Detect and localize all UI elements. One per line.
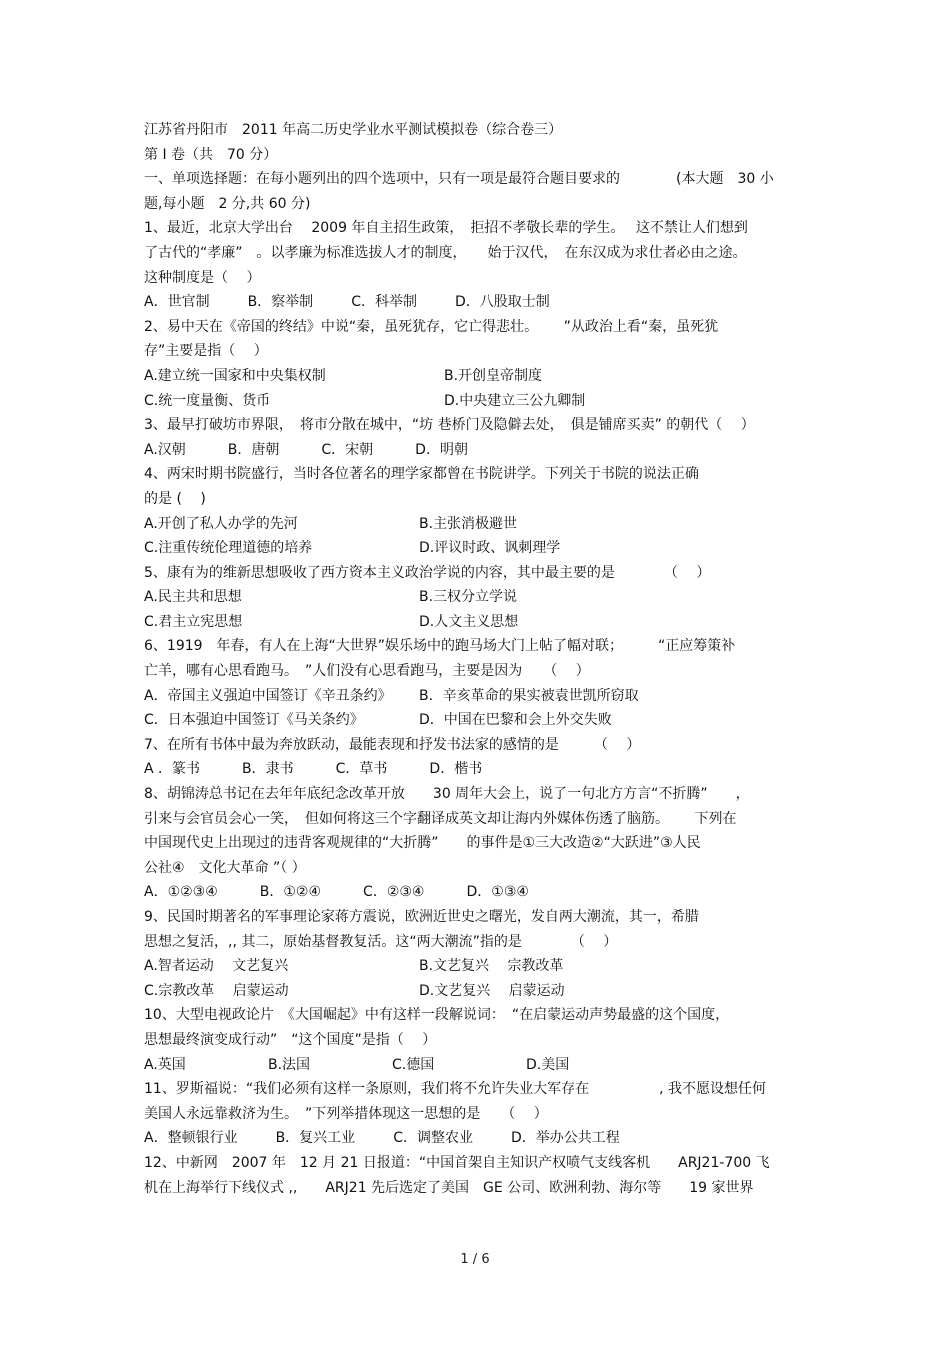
question-6 (144, 634, 824, 732)
option-d: D.中央建立三公九卿制 (444, 392, 586, 409)
option-d: D.评议时政、讽刺理学 (419, 540, 561, 557)
question-text: 思想之复活，,, 其二，原始基督教复活。这“两大潮流”指的是 （ ） (144, 933, 618, 950)
option-d: D．八股取士制 (454, 294, 550, 311)
option-d: D．中国在巴黎和会上外交失败 (419, 712, 612, 729)
question-text: 6、1919 年春，有人在上海“大世界”娱乐场中的跑马场大门上帖了幅对联； “正应筹策补 (144, 638, 736, 655)
page-number: 1 / 6 (460, 1252, 490, 1267)
question-text: 机在上海举行下线仪式 ,, ARJ21 先后选定了美国 GE 公司、欧洲利勃、海尔等 19 家世界 (144, 1179, 754, 1196)
option-b: B．唐朝 (227, 441, 280, 458)
option-c: C．宋朝 (321, 441, 374, 458)
question-text: 中国现代史上出现过的违背客观规律的“大折腾” 的事件是①三大改造②“大跃进”③人民 (144, 835, 701, 852)
option-row (144, 1053, 824, 1078)
option-d: D．明朝 (415, 441, 468, 458)
exam-content (144, 118, 824, 1200)
option-row (144, 757, 824, 782)
option-row (144, 536, 824, 561)
instruction-line: 题,每小题 2 分,共 60 分) (144, 195, 311, 212)
option-b: B．辛亥革命的果实被袁世凯所窃取 (419, 687, 639, 704)
option-row (144, 290, 824, 315)
question-1 (144, 216, 824, 314)
section-heading: 第 I 卷（共 70 分） (144, 146, 278, 163)
option-row (144, 1126, 824, 1151)
option-b: B．①②④ (259, 884, 322, 901)
question-8 (144, 782, 824, 905)
question-11 (144, 1077, 824, 1151)
option-b: B．复兴工业 (275, 1130, 356, 1147)
option-row (144, 684, 824, 709)
option-row (144, 880, 824, 905)
question-text: 的是 ( ) (144, 490, 206, 507)
option-d: D.文艺复兴 启蒙运动 (419, 982, 565, 999)
option-b: B．隶书 (242, 761, 294, 778)
question-text: 亡羊，哪有心思看跑马。 ”人们没有心思看跑马，主要是因为 （ ） (144, 663, 590, 680)
question-text: 3、最早打破坊市界限， 将市分散在城中，“坊 巷桥门及隐僻去处， 俱是铺席买卖” 的朝代（ ） (144, 417, 755, 434)
question-12 (144, 1151, 824, 1200)
option-a: A.英国 (144, 1056, 186, 1073)
question-3 (144, 413, 824, 462)
option-c: C.统一度量衡、货币 (144, 392, 271, 409)
question-5 (144, 561, 824, 635)
option-row (144, 364, 824, 389)
option-d: D．楷书 (429, 761, 483, 778)
question-text: 存”主要是指（ ） (144, 343, 268, 360)
option-row (144, 954, 824, 979)
option-a: A ．篆书 (144, 761, 201, 778)
exam-title: 江苏省丹阳市 2011 年高二历史学业水平测试模拟卷（综合卷三） (144, 122, 563, 138)
option-d: D．举办公共工程 (510, 1130, 620, 1147)
option-b: B.主张消极避世 (419, 515, 518, 532)
question-text: 10、大型电视政论片 《大国崛起》中有这样一段解说词： “在启蒙运动声势最盛的这个国度， (144, 1007, 730, 1024)
option-c: C.注重传统伦理道德的培养 (144, 540, 313, 557)
option-a: A．世官制 (144, 294, 210, 311)
option-c: C．科举制 (351, 294, 417, 311)
question-text: 8、胡锦涛总书记在去年年底纪念改革开放 30 周年大会上，说了一句北方方言“不折腾” ， (144, 786, 750, 803)
option-b: B.法国 (268, 1056, 311, 1073)
question-text: 7、在所有书体中最为奔放跃动，最能表现和抒发书法家的感情的是 （ ） (144, 736, 641, 753)
option-c: C.宗教改革 启蒙运动 (144, 982, 289, 999)
question-text: 11、罗斯福说：“我们必须有这样一条原则，我们将不允许失业大军存在 , 我不愿设想任何 (144, 1081, 766, 1098)
question-text: 5、康有为的维新思想吸收了西方资本主义政治学说的内容，其中最主要的是 （ ） (144, 564, 711, 581)
question-text: 4、两宋时期书院盛行，当时各位著名的理学家都曾在书院讲学。下列关于书院的说法正确 (144, 466, 699, 483)
question-text: 公社④ 文化大革命 ”（ ） (144, 859, 306, 876)
option-c: C．日本强迫中国签订《马关条约》 (144, 712, 364, 729)
option-b: B．察举制 (247, 294, 314, 311)
option-b: B.三权分立学说 (419, 589, 518, 606)
option-c: C．②③④ (363, 884, 425, 901)
question-text: 1、最近，北京大学出台 2009 年自主招生政策， 拒招不孝敬长辈的学生。 这不禁让人们想到 (144, 220, 748, 237)
question-7 (144, 733, 824, 782)
option-b: B.文艺复兴 宗教改革 (419, 958, 564, 975)
question-text: 12、中新网 2007 年 12 月 21 日报道：“中国首架自主知识产权喷气支线客机 ARJ21-700 飞 (144, 1154, 770, 1171)
option-row (144, 389, 824, 414)
option-row (144, 585, 824, 610)
question-text: 思想最终演变成行动” “这个国度”是指（ ） (144, 1031, 437, 1048)
option-a: A.开创了私人办学的先河 (144, 515, 298, 532)
option-a: A.建立统一国家和中央集权制 (144, 367, 326, 384)
option-c: C．草书 (335, 761, 388, 778)
option-a: A．帝国主义强迫中国签订《辛丑条约》 (144, 687, 392, 704)
option-row (144, 610, 824, 635)
question-text: 2、易中天在《帝国的终结》中说“秦，虽死犹存，它亡得悲壮。 ”从政治上看“秦，虽死犹 (144, 318, 719, 335)
option-d: D.人文主义思想 (419, 613, 519, 630)
option-row (144, 979, 824, 1004)
question-text: 了古代的“孝廉” 。以孝廉为标准选拔人才的制度， 始于汉代， 在东汉成为求仕者必由之途。 (144, 244, 747, 261)
instruction-line: 一、单项选择题：在每小题列出的四个选项中，只有一项是最符合题目要求的 (本大题 30 小 (144, 171, 774, 188)
question-text: 美国人永远靠救济为生。 ”下列举措体现这一思想的是 （ ） (144, 1105, 548, 1122)
option-d: D.美国 (526, 1056, 570, 1073)
option-a: A.智者运动 文艺复兴 (144, 958, 289, 975)
option-c: C．调整农业 (393, 1130, 473, 1147)
option-c: C.德国 (392, 1056, 435, 1073)
question-10 (144, 1003, 824, 1077)
option-a: A.民主共和思想 (144, 589, 242, 606)
question-9 (144, 905, 824, 1003)
option-row (144, 708, 824, 733)
option-row (144, 438, 824, 463)
option-b: B.开创皇帝制度 (444, 367, 543, 384)
option-row (144, 512, 824, 537)
question-2 (144, 315, 824, 413)
option-c: C.君主立宪思想 (144, 613, 243, 630)
option-a: A．①②③④ (144, 884, 218, 901)
option-a: A.汉朝 (144, 441, 186, 458)
question-text: 这种制度是（ ） (144, 269, 261, 286)
question-4 (144, 462, 824, 560)
option-d: D．①③④ (466, 884, 529, 901)
option-a: A．整顿银行业 (144, 1130, 238, 1147)
question-text: 9、民国时期著名的军事理论家蒋方震说，欧洲近世史之曙光，发自两大潮流，其一，希腊 (144, 909, 699, 925)
question-text: 引来与会官员会心一笑， 但如何将这三个字翻译成英文却让海内外媒体伤透了脑筋。 下列在 (144, 810, 737, 827)
